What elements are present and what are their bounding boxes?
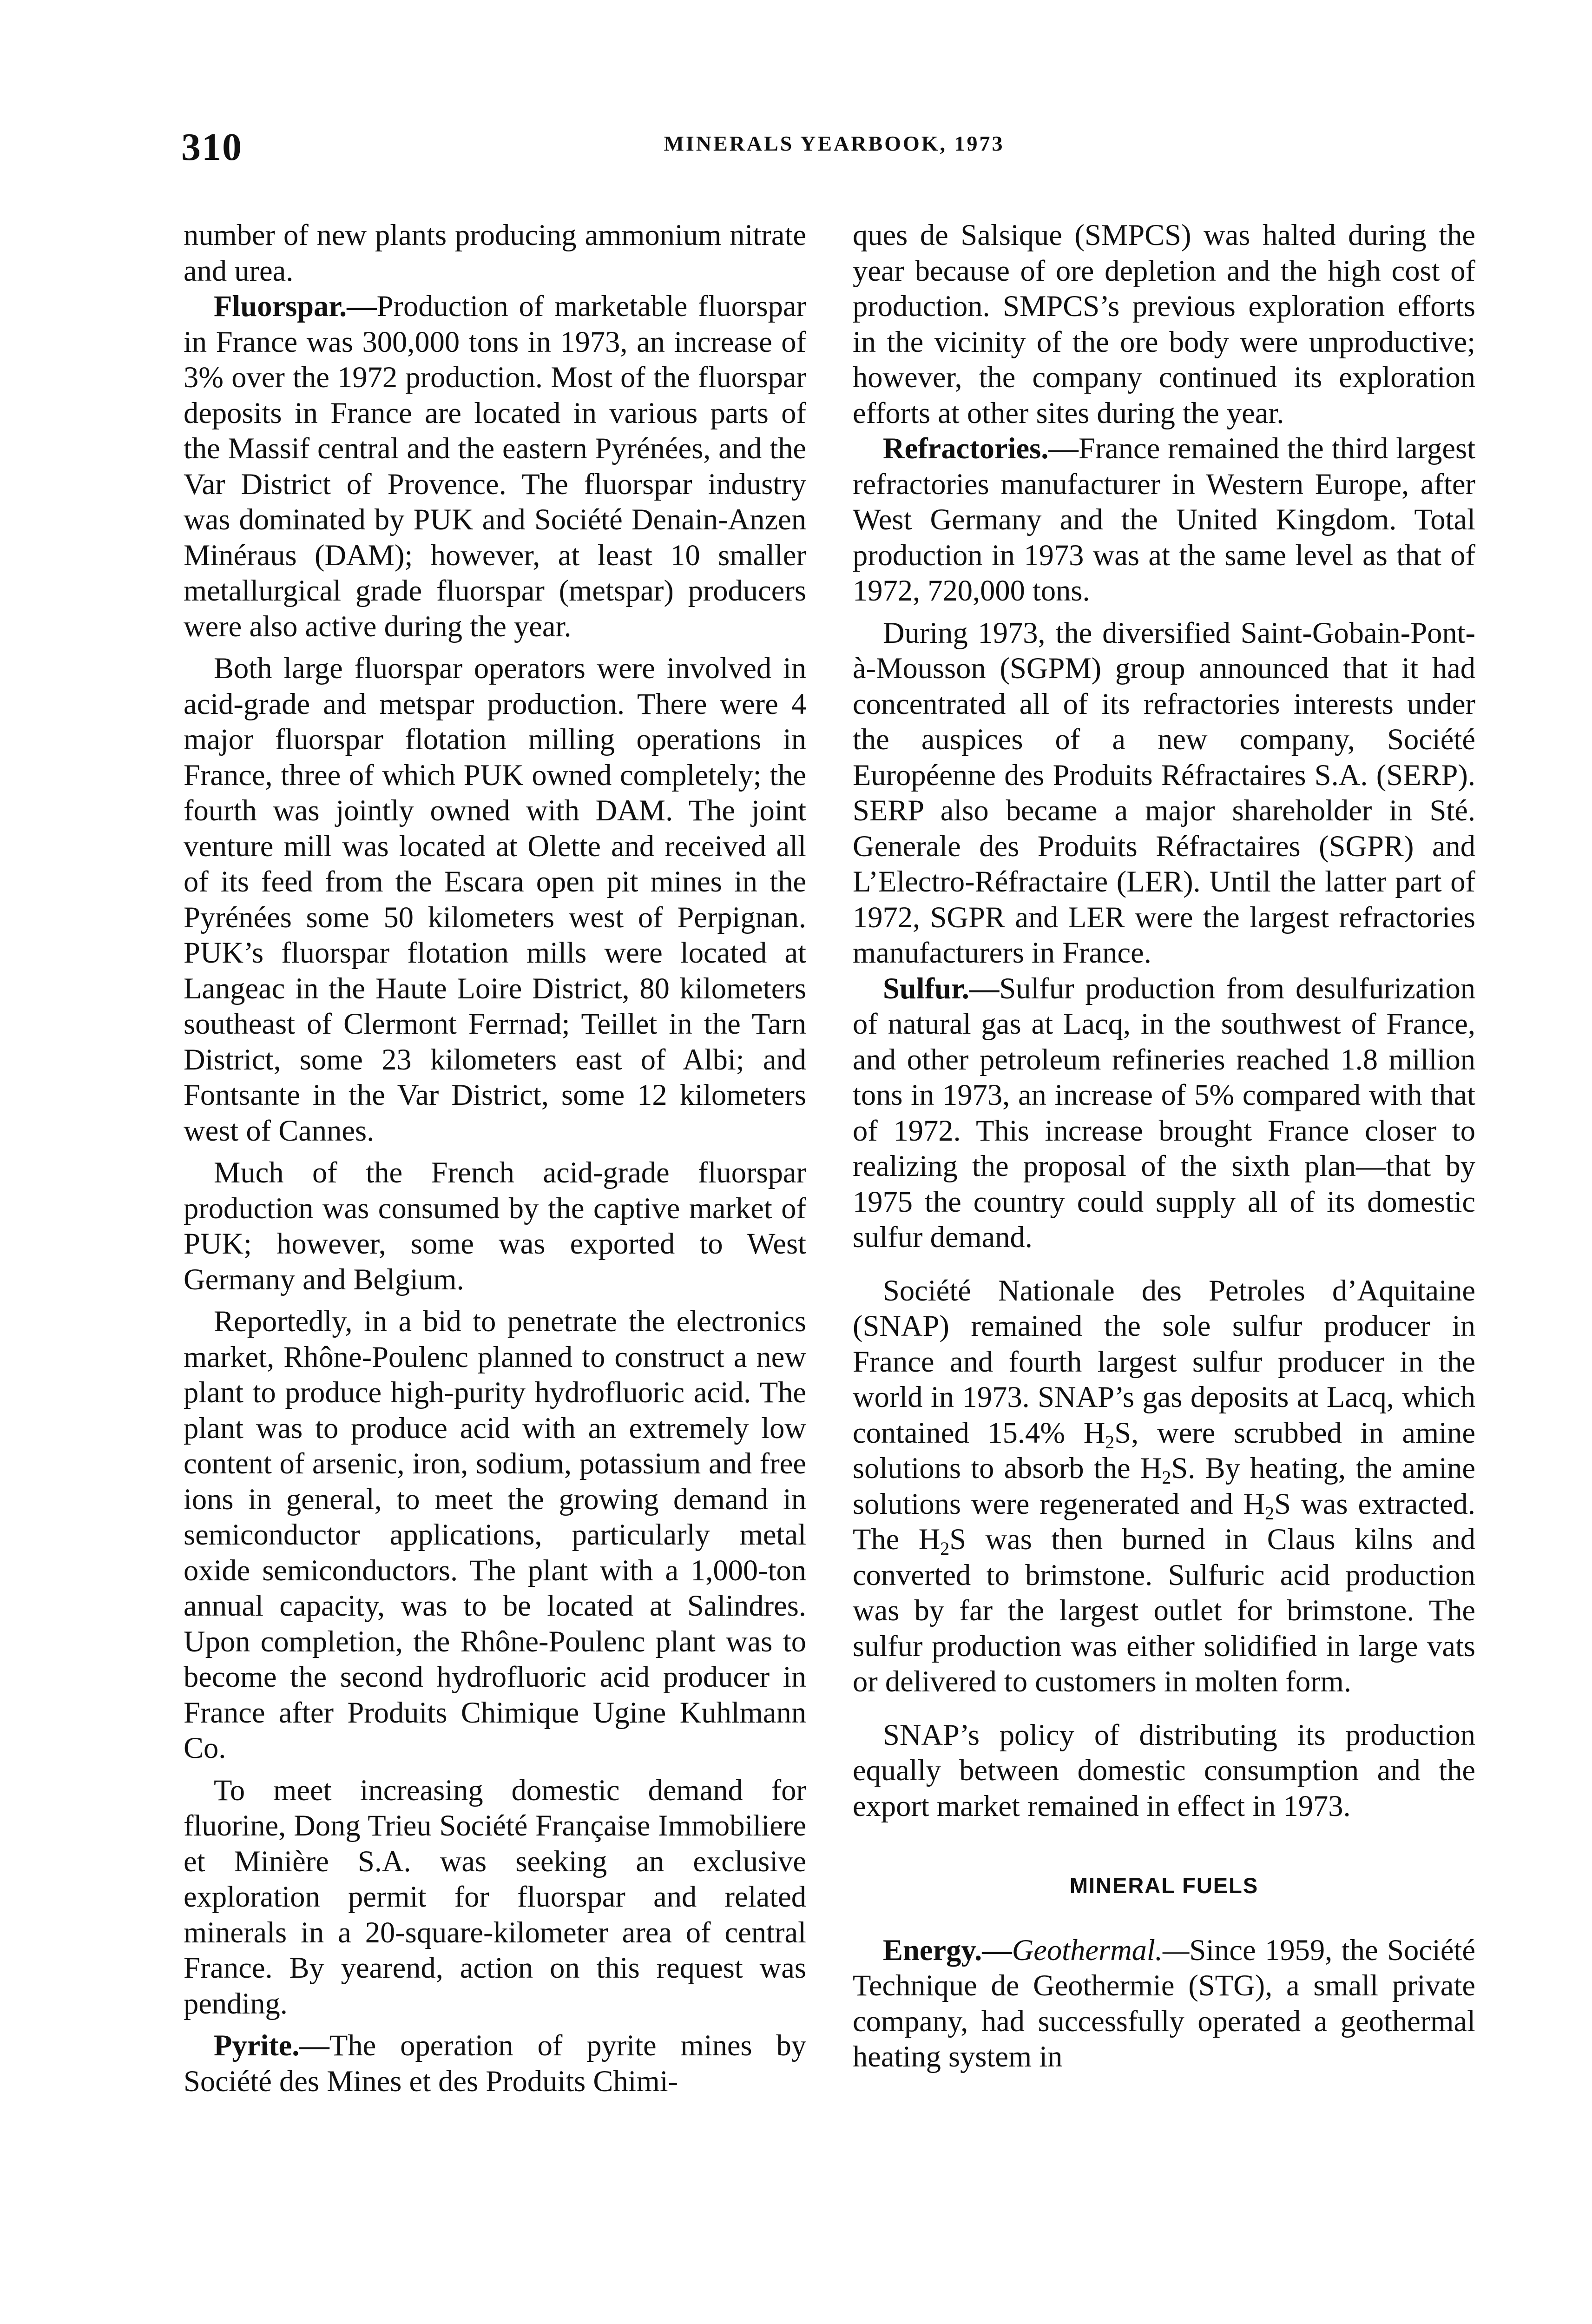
- left-column: [184, 218, 806, 2099]
- energy-subheading: Geothermal.—: [1012, 1933, 1190, 1967]
- snap-text-1: Société Nationale des Petroles d’Aquitaine (SNAP) remained the sole sulfur producer in France and fourth largest sulfur producer in the world in 1973. SNAP’s gas deposits at Lacq, which contained 15.4% H: [853, 1274, 1475, 1449]
- paragraph: To meet increasing domestic demand for fluorine, Dong Trieu Société Française Immobiliere et Minière S.A. was seeking an exclusive exploration permit for fluorspar and related minerals in a 20-square-kilometer area of central France. By yearend, action on this request was pending.: [184, 1773, 806, 2020]
- fluorspar-heading: Fluorspar.—: [214, 290, 377, 323]
- fluorspar-text: Production of marketable fluorspar in France was 300,000 tons in 1973, an increase of 3% over the 1972 production. Most of the fluorspar deposits in France are located in various parts of the Massif central and the eastern Pyrénées, and the Var District of Provence. The fluorspar industry was dominated by PUK and Société Denain-Anzen Minéraus (DAM); however, at least 10 smaller metallurgical grade fluorspar (metspar) producers were also active during the year.: [184, 290, 806, 643]
- snap-text-5: S was then burned in Claus kilns and converted to brimstone. Sulfuric acid production was by far the largest outlet for brimstone. The sulfur production was either solidified in large vats or delivered to customers in molten form.: [853, 1523, 1475, 1698]
- subscript: 2: [1265, 1502, 1275, 1524]
- pyrite-text: The operation of pyrite mines by Société des Mines et des Produits Chimi-: [184, 2029, 806, 2098]
- refractories-paragraph: [853, 431, 1475, 609]
- paragraph: Both large fluorspar operators were involved in acid-grade and metspar production. There were 4 major fluorspar flotation milling operations in France, three of which PUK owned completely; the fourth was jointly owned with DAM. The joint venture mill was located at Olette and received all of its feed from the Escara open pit mines in the Pyrénées some 50 kilometers west of Perpignan. PUK’s fluorspar flotation mills were located at Langeac in the Haute Loire District, 80 kilometers southeast of Clermont Ferrnad; Teillet in the Tarn District, some 23 kilometers east of Albi; and Fontsante in the Var District, some 12 kilometers west of Cannes.: [184, 652, 806, 1147]
- fluorspar-paragraph: [184, 289, 806, 644]
- snap-text-4: S was extracted. The H: [853, 1487, 1475, 1556]
- snap-text-3: S. By heating, the amine solutions were regenerated and H: [853, 1452, 1476, 1520]
- energy-heading: Energy.—: [883, 1933, 1012, 1967]
- paragraph: During 1973, the diversified Saint-Gobain-Pont-à-Mousson (SGPM) group announced that it had concentrated all of its refractories interests under the auspices of a new company, Société Européenne des Produits Réfractaires S.A. (SERP). SERP also became a major shareholder in Sté. Generale des Produits Réfractaires (SGPR) and L’Electro-Réfractaire (LER). Until the latter part of 1972, SGPR and LER were the largest refractories manufacturers in France.: [853, 616, 1475, 969]
- paragraph: number of new plants producing ammonium nitrate and urea.: [184, 218, 806, 287]
- pyrite-heading: Pyrite.—: [214, 2029, 329, 2062]
- subscript: 2: [1105, 1431, 1115, 1452]
- section-heading: MINERAL FUELS: [1069, 1873, 1259, 1898]
- sulfur-paragraph: [853, 971, 1475, 1255]
- sulfur-heading: Sulfur.—: [883, 971, 1000, 1005]
- energy-paragraph: [853, 1933, 1475, 2075]
- page-number: 310: [181, 125, 243, 169]
- refractories-heading: Refractories.—: [883, 432, 1079, 465]
- paragraph: SNAP’s policy of distributing its production equally between domestic consumption and the export market remained in effect in 1973.: [853, 1718, 1475, 1822]
- snap-text-2: S, were scrubbed in amine solutions to absorb the H: [853, 1416, 1475, 1485]
- paragraph: Much of the French acid-grade fluorspar production was consumed by the captive market of PUK; however, some was exported to West Germany and Belgium.: [184, 1156, 806, 1296]
- refractories-text: France remained the third largest refractories manufacturer in Western Europe, after West Germany and the United Kingdom. Total production in 1973 was at the same level as that of 1972, 720,000 tons.: [853, 432, 1475, 607]
- sulfur-text: Sulfur production from desulfurization of natural gas at Lacq, in the southwest of France, and other petroleum refineries reached 1.8 million tons in 1973, an increase of 5% compared with that of 1972. This increase brought France closer to realizing the proposal of the sixth plan—that by 1975 the country could supply all of its domestic sulfur demand.: [853, 971, 1475, 1254]
- paragraph: Reportedly, in a bid to penetrate the electronics market, Rhône-Poulenc planned to construct a new plant to produce high-purity hydrofluoric acid. The plant was to produce acid with an extremely low content of arsenic, iron, sodium, potassium and free ions in general, to meet the growing demand in semiconductor applications, particularly metal oxide semiconductors. The plant with a 1,000-ton annual capacity, was to be located at Salindres. Upon completion, the Rhône-Poulenc plant was to become the second hydrofluoric acid producer in France after Produits Chimique Ugine Kuhlmann Co.: [184, 1305, 806, 1764]
- energy-text: Since 1959, the Société Technique de Geothermie (STG), a small private company, had successfully operated a geothermal heating system in: [853, 1933, 1475, 2073]
- running-title: MINERALS YEARBOOK, 1973: [664, 132, 1005, 155]
- page-header: [181, 125, 1487, 171]
- subscript: 2: [940, 1538, 950, 1559]
- paragraph: ques de Salsique (SMPCS) was halted during the year because of ore depletion and the high cost of production. SMPCS’s previous exploration efforts in the vicinity of the ore body were unproductive; however, the company continued its exploration efforts at other sites during the year.: [853, 218, 1475, 429]
- pyrite-paragraph: [184, 2028, 806, 2099]
- subscript: 2: [1162, 1466, 1171, 1488]
- snap-paragraph: [853, 1273, 1475, 1700]
- right-column: [853, 218, 1475, 2075]
